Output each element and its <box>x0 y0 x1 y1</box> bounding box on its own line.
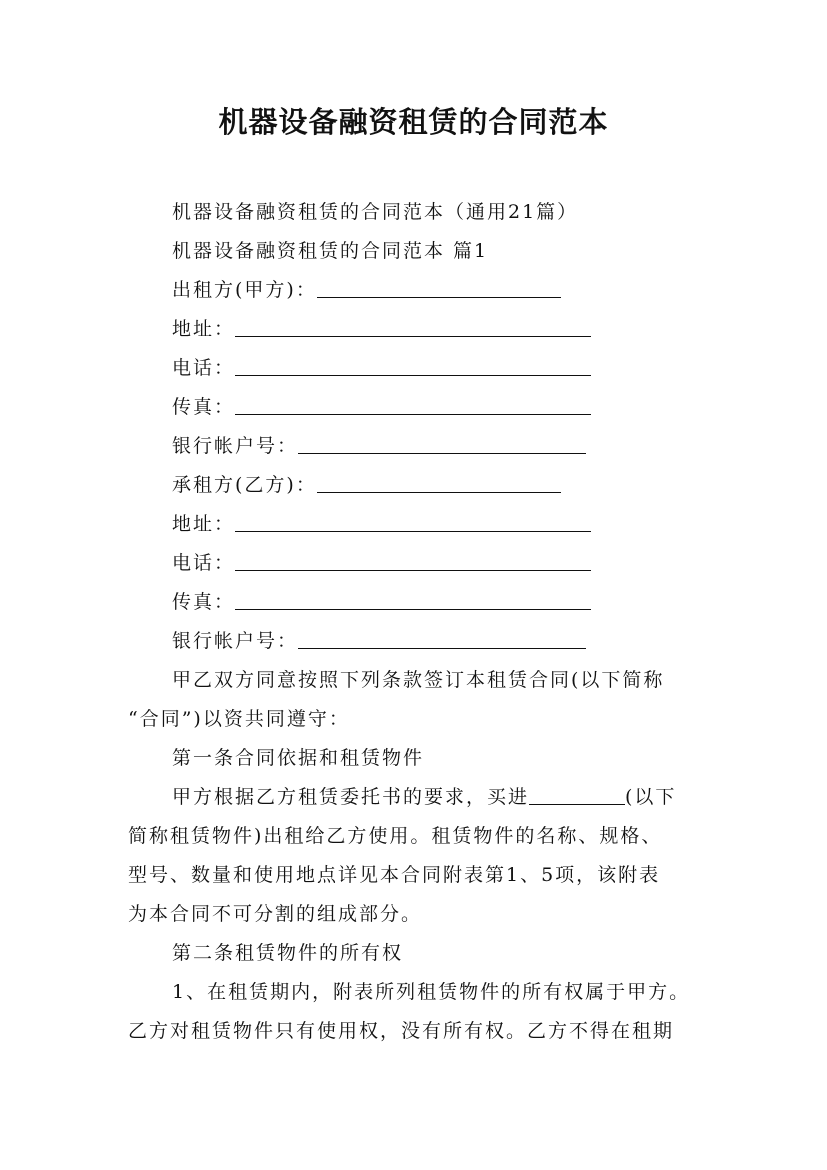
lessee-bank-label: 银行帐户号： <box>172 630 299 652</box>
lessee-phone-row <box>172 551 591 575</box>
intro-paragraph-line-2: “合同”)以资共同遵守： <box>128 708 350 730</box>
article-1-line-1 <box>172 785 676 809</box>
article-1-line-2: 简称租赁物件)出租给乙方使用。租赁物件的名称、规格、 <box>128 825 663 847</box>
article-1-text-b: (以下 <box>625 786 677 808</box>
lessor-fax-label: 传真： <box>172 396 236 418</box>
lessor-bank-row <box>172 434 586 458</box>
lessee-fax-row <box>172 590 591 614</box>
lessor-phone-row <box>172 356 591 380</box>
lessor-address-blank <box>235 318 591 337</box>
lessee-name-label: 承租方(乙方)： <box>172 474 317 496</box>
lessor-name-row <box>172 278 561 302</box>
section-heading: 机器设备融资租赁的合同范本 篇1 <box>172 240 489 262</box>
lessor-phone-label: 电话： <box>172 357 236 379</box>
lessor-phone-blank <box>235 357 591 376</box>
article-2-title: 第二条租赁物件的所有权 <box>172 942 404 964</box>
article-1-text-a: 甲方根据乙方租赁委托书的要求，买进 <box>172 786 530 808</box>
article-1-purchase-blank <box>529 786 625 805</box>
lessor-address-label: 地址： <box>172 318 236 340</box>
lessee-address-row <box>172 512 591 536</box>
intro-paragraph-line-1: 甲乙双方同意按照下列条款签订本租赁合同(以下简称 <box>172 669 665 691</box>
lessor-name-label: 出租方(甲方)： <box>172 279 317 301</box>
article-1-line-4: 为本合同不可分割的组成部分。 <box>128 903 423 925</box>
lessor-address-row <box>172 317 591 341</box>
article-2-line-1: 1、在租赁期内，附表所列租赁物件的所有权属于甲方。 <box>172 981 691 1003</box>
lessee-name-row <box>172 473 561 497</box>
article-1-title: 第一条合同依据和租赁物件 <box>172 747 425 769</box>
article-1-line-3: 型号、数量和使用地点详见本合同附表第1、5项，该附表 <box>128 864 661 886</box>
lessee-name-blank <box>317 474 561 493</box>
lessee-bank-row <box>172 629 586 653</box>
lessee-phone-label: 电话： <box>172 552 236 574</box>
document-title: 机器设备融资租赁的合同范本 <box>218 105 609 139</box>
lessor-name-blank <box>317 279 561 298</box>
lessor-bank-label: 银行帐户号： <box>172 435 299 457</box>
lessee-address-blank <box>235 513 591 532</box>
document-subtitle: 机器设备融资租赁的合同范本（通用21篇） <box>172 201 579 223</box>
lessor-fax-blank <box>235 396 591 415</box>
article-2-line-2: 乙方对租赁物件只有使用权，没有所有权。乙方不得在租期 <box>128 1020 675 1042</box>
lessor-fax-row <box>172 395 591 419</box>
lessor-bank-blank <box>298 435 586 454</box>
lessee-fax-label: 传真： <box>172 591 236 613</box>
lessee-phone-blank <box>235 552 591 571</box>
lessee-bank-blank <box>298 630 586 649</box>
lessee-address-label: 地址： <box>172 513 236 535</box>
lessee-fax-blank <box>235 591 591 610</box>
